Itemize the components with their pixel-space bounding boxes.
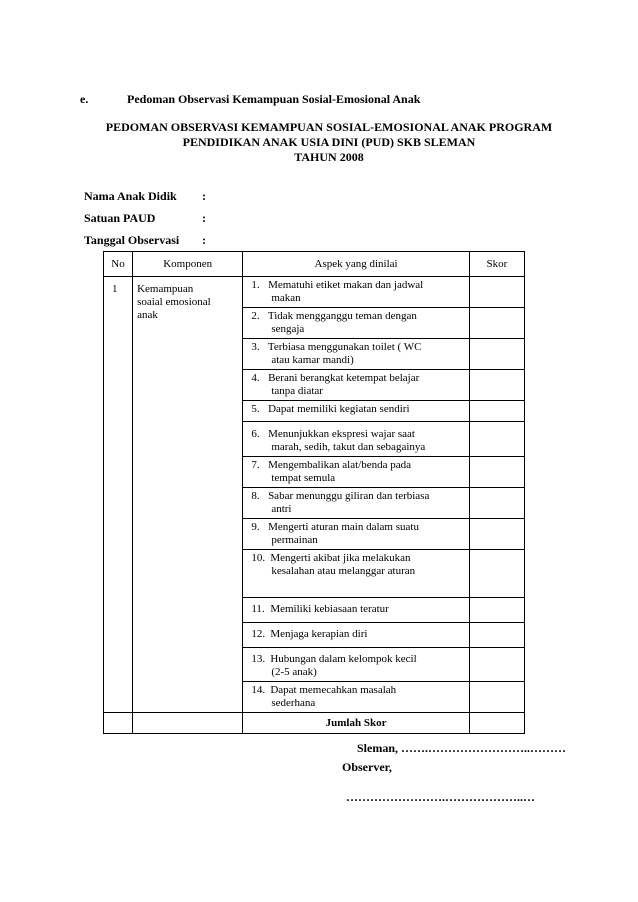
item-text: Menunjukkan ekspresi wajar saat [268,428,415,440]
item-number: 12. [251,628,266,640]
item-text-cont: makan [271,292,301,304]
item-text: Memiliki kebiasaan teratur [270,603,389,615]
skor-cell[interactable] [469,488,524,519]
field-satuan-label: Satuan PAUD [84,211,156,225]
title-line-1: PEDOMAN OBSERVASI KEMAMPUAN SOSIAL-EMOSIONAL ANAK PROGRAM [105,120,553,134]
total-skor-cell[interactable] [469,713,524,734]
skor-cell[interactable] [469,370,524,401]
item-text-cont: permainan [271,534,318,546]
item-number: 3. [251,341,260,353]
item-number: 14. [251,684,266,696]
title-line-2: PENDIDIKAN ANAK USIA DINI (PUD) SKB SLEMAN [182,135,476,149]
field-satuan-colon: : [202,211,206,225]
aspek-item-12 [243,623,470,648]
aspek-item-3 [243,339,470,370]
item-text: Mengerti aturan main dalam suatu [268,521,419,533]
item-number: 2. [251,310,260,322]
aspek-item-11 [243,598,470,623]
skor-cell[interactable] [469,550,524,598]
item-text: Mengerti akibat jika melakukan [270,552,411,564]
field-tanggal-colon: : [202,233,206,247]
skor-cell[interactable] [469,598,524,623]
skor-cell[interactable] [469,457,524,488]
field-nama-colon: : [202,189,206,203]
signature-observer-label: Observer, [342,760,392,774]
aspek-item-4 [243,370,470,401]
item-text: Sabar menunggu giliran dan terbiasa [268,490,430,502]
skor-cell[interactable] [469,422,524,457]
item-text-cont: marah, sedih, takut dan sebagainya [271,441,426,453]
komponen-cell [133,277,243,713]
item-text: Dapat memiliki kegiatan sendiri [268,403,410,415]
komponen-line: anak [137,309,158,321]
item-number: 4. [251,372,260,384]
item-text-cont: tanpa diatar [271,385,323,397]
item-text: Mengembalikan alat/benda pada [268,459,412,471]
komponen-line: soaial emosional [137,296,211,308]
item-text: Mematuhi etiket makan dan jadwal [268,279,424,291]
aspek-item-1 [243,277,470,308]
item-number: 1. [251,279,260,291]
section-letter: e. [80,92,89,106]
item-text: Berani berangkat ketempat belajar [268,372,420,384]
skor-cell[interactable] [469,339,524,370]
skor-cell[interactable] [469,308,524,339]
table-row [104,277,525,308]
field-nama-label: Nama Anak Didik [84,189,177,203]
item-text-cont: (2-5 anak) [271,666,317,678]
aspek-item-6 [243,422,470,457]
item-number: 9. [251,521,260,533]
item-number: 11. [251,603,265,615]
item-number: 6. [251,428,260,440]
aspek-item-14 [243,682,470,713]
skor-cell[interactable] [469,623,524,648]
aspek-item-5 [243,401,470,422]
skor-cell[interactable] [469,401,524,422]
skor-cell[interactable] [469,519,524,550]
total-empty-no [104,713,133,734]
signature-place-date: Sleman, …….……………………..……… [357,741,567,755]
item-text-cont: tempat semula [271,472,336,484]
item-text-cont: antri [271,503,292,515]
jumlah-skor-label: Jumlah Skor [243,713,470,734]
field-tanggal-label: Tanggal Observasi [84,233,180,247]
item-text-cont: kesalahan atau melanggar aturan [271,565,416,577]
table-header-row [104,252,525,277]
aspek-item-2 [243,308,470,339]
signature-line: …………………….………………..… [346,790,535,804]
item-text: Hubungan dalam kelompok kecil [270,653,417,665]
item-text: Menjaga kerapian diri [270,628,368,640]
item-text: Terbiasa menggunakan toilet ( WC [267,341,422,353]
document-title [60,120,598,165]
item-text-cont: sederhana [271,697,316,709]
item-number: 7. [251,459,260,471]
komponen-line: Kemampuan [137,283,194,295]
item-number: 5. [251,403,260,415]
header-skor: Skor [469,252,524,277]
aspek-item-10 [243,550,470,598]
item-number: 8. [251,490,260,502]
header-no: No [104,252,133,277]
header-komponen: Komponen [133,252,243,277]
item-text: Tidak mengganggu teman dengan [267,310,417,322]
row-number: 1 [104,277,133,713]
item-number: 10. [251,552,266,564]
item-text-cont: sengaja [271,323,305,335]
aspek-item-7 [243,457,470,488]
total-row [104,713,525,734]
observation-table [103,251,525,734]
aspek-item-13 [243,648,470,682]
total-empty-komponen [133,713,243,734]
section-title: Pedoman Observasi Kemampuan Sosial-Emosional Anak [127,92,421,106]
skor-cell[interactable] [469,682,524,713]
item-number: 13. [251,653,266,665]
skor-cell[interactable] [469,277,524,308]
header-aspek: Aspek yang dinilai [243,252,470,277]
item-text: Dapat memecahkan masalah [270,684,397,696]
skor-cell[interactable] [469,648,524,682]
aspek-item-9 [243,519,470,550]
item-text-cont: atau kamar mandi) [271,354,354,366]
title-line-3: TAHUN 2008 [294,150,364,164]
aspek-item-8 [243,488,470,519]
